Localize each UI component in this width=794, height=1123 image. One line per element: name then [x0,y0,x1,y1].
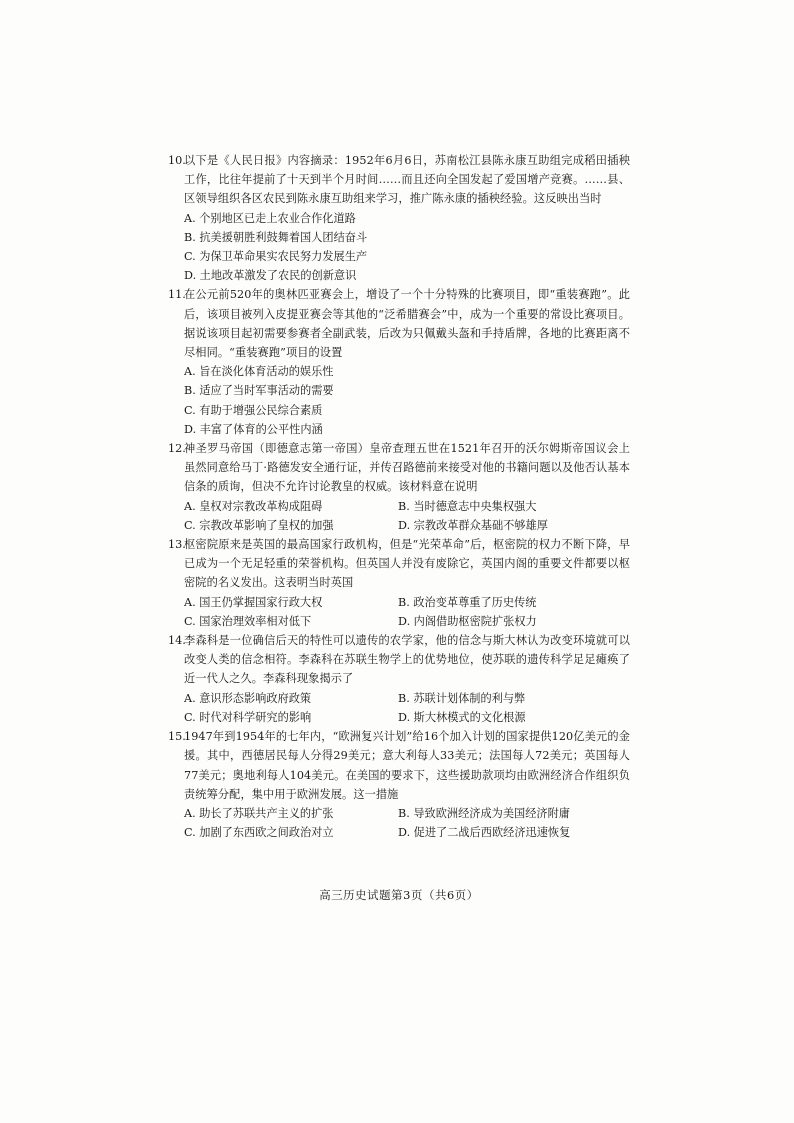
option-list [184,804,630,842]
question-12 [168,439,630,535]
option-c: C. 宗教改革影响了皇权的加强 [184,518,334,532]
question-stem: 以下是《人民日报》内容摘录：1952年6月6日，苏南松江县陈永康互助组完成稻田插秧工作，比往年提前了十天到半个月时间……而且还向全国发起了爱国增产竞赛。……县、区领导组织各区农民到陈永康互助组来学习，推广陈永康的插秧经验。这反映出当时 [184,154,630,206]
option-d: D. 促进了二战后西欧经济迅速恢复 [398,826,571,840]
option-b: B. 抗美援朝胜利鼓舞着国人团结奋斗 [184,230,368,244]
option-row [184,804,630,823]
option-c: C. 时代对科学研究的影响 [184,710,312,724]
option-d: D. 土地改革激发了农民的创新意识 [184,269,357,283]
question-number: 13. [168,538,186,552]
question-13 [168,535,630,631]
option-row [184,516,630,535]
option-a: A. 意识形态影响政府政策 [184,691,312,705]
question-number: 12. [168,442,186,456]
option-c: C. 加剧了东西欧之间政治对立 [184,826,334,840]
option-row [184,612,630,631]
option-row [184,689,630,708]
option-row [184,708,630,727]
question-10 [168,151,630,285]
option-c: C. 为保卫革命果实农民努力发展生产 [184,250,368,264]
question-sheet [168,151,630,902]
option-row [184,593,630,612]
question-15 [168,727,630,842]
question-number: 11. [168,288,186,302]
question-stem: 在公元前520年的奥林匹亚赛会上，增设了一个十分特殊的比赛项目，即“重装赛跑”。此后，该项目被列入皮提亚赛会等其他的“泛希腊赛会”中，成为一个重要的常设比赛项目。据说该项目起初需要参赛者全副武装，后改为只佩戴头盔和手持盾牌，各地的比赛距离不尽相同。“重装赛跑”项目的设置 [184,288,630,360]
option-a: A. 皇权对宗教改革构成阻碍 [184,499,323,513]
page-footer: 高三历史试题第3页（共6页） [319,888,479,902]
option-a: A. 助长了苏联共产主义的扩张 [184,806,334,820]
option-list [184,593,630,631]
question-number: 15. [168,730,186,744]
question-stem: 1947年到1954年的七年内，“欧洲复兴计划”给16个加入计划的国家提供120亿美元的金援。其中，西德居民每人分得29美元；意大利每人33美元；法国每人72美元；英国每人77美元；奥地利每人104美元。在美国的要求下，这些援助款项均由欧洲经济合作组织负责统筹分配，集中用于欧洲发展。这一措施 [184,730,630,801]
option-row [184,497,630,516]
option-list [184,209,630,286]
option-c: C. 有助于增强公民综合素质 [184,403,323,417]
option-d: D. 丰富了体育的公平性内涵 [184,422,323,436]
question-11 [168,285,630,439]
option-list [184,689,630,727]
option-row [184,823,630,842]
option-d: D. 斯大林模式的文化根源 [398,710,526,724]
option-a: A. 国王仍掌握国家行政大权 [184,595,323,609]
question-14 [168,631,630,727]
question-stem: 神圣罗马帝国（即德意志第一帝国）皇帝查理五世在1521年召开的沃尔姆斯帝国议会上虽然同意给马丁·路德发安全通行证，并传召路德前来接受对他的书籍问题以及他否认基本信条的质询，但决不允许讨论教皇的权威。该材料意在说明 [184,442,630,494]
option-d: D. 宗教改革群众基础不够雄厚 [398,518,548,532]
option-c: C. 国家治理效率相对低下 [184,614,312,628]
option-b: B. 适应了当时军事活动的需要 [184,384,334,398]
option-b: B. 当时德意志中央集权强大 [398,499,537,513]
option-list [184,497,630,535]
option-b: B. 苏联计划体制的利与弊 [398,691,526,705]
option-b: B. 政治变革尊重了历史传统 [398,595,537,609]
question-number: 10. [168,154,186,167]
option-d: D. 内阁借助枢密院扩张权力 [398,614,537,628]
question-stem: 李森科是一位确信后天的特性可以遗传的农学家，他的信念与斯大林认为改变环境就可以改变人类的信念相符。李森科在苏联生物学上的优势地位，使苏联的遗传科学足足瘫痪了近一代人之久。李森科现象揭示了 [184,634,630,686]
option-list [184,362,630,439]
option-a: A. 个别地区已走上农业合作化道路 [184,211,356,225]
question-stem: 枢密院原来是英国的最高国家行政机构，但是“光荣革命”后，枢密院的权力不断下降，早已成为一个无足轻重的荣誉机构。但英国人并没有废除它，英国内阁的重要文件都要以枢密院的名义发出。这表明当时英国 [184,538,630,590]
option-b: B. 导致欧洲经济成为美国经济附庸 [398,806,570,820]
question-number: 14. [168,634,186,648]
option-a: A. 旨在淡化体育活动的娱乐性 [184,365,334,379]
